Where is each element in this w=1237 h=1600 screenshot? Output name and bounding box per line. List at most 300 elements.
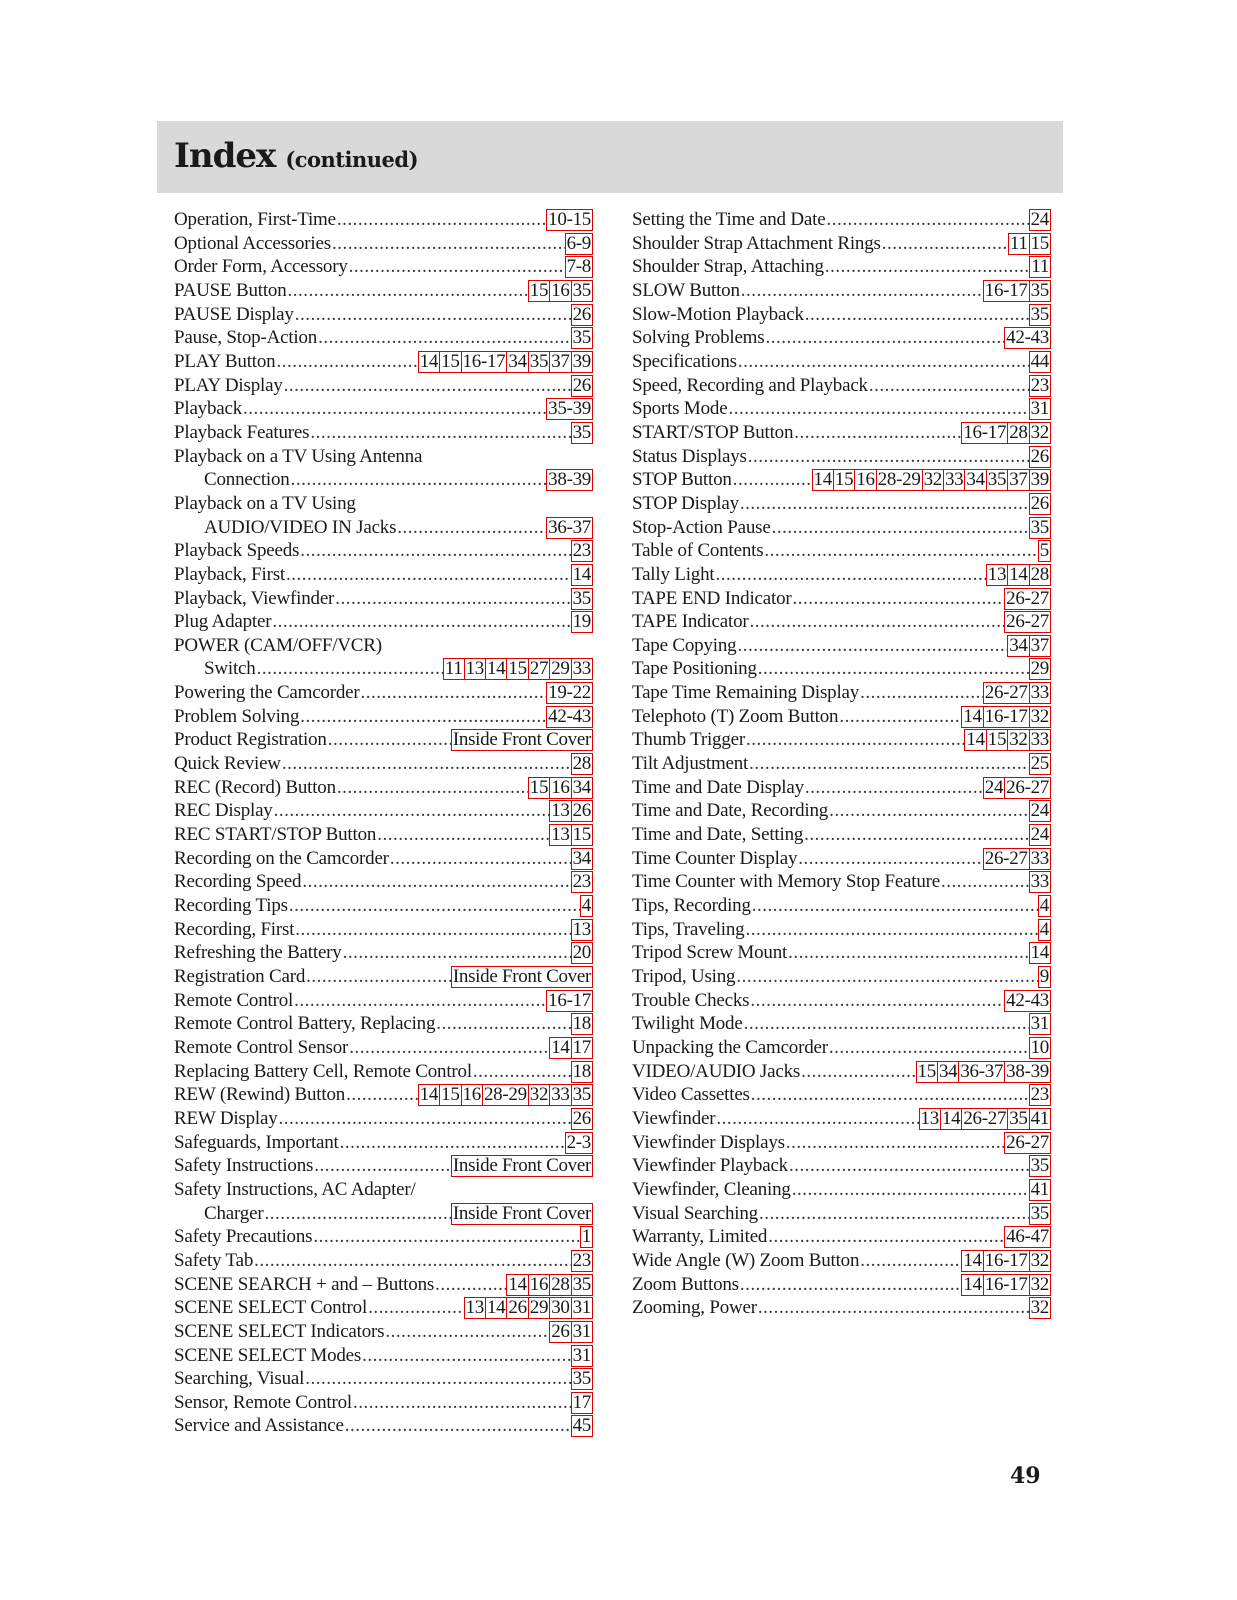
page-link[interactable]: 26 — [1030, 445, 1049, 467]
entry-line — [632, 823, 1051, 847]
page-link[interactable]: 26-27 — [1006, 587, 1049, 609]
page-link[interactable]: 29 — [1030, 658, 1049, 680]
entry-term: Wide Angle (W) Zoom Button — [632, 1249, 860, 1271]
dot-leader — [869, 374, 1029, 398]
entry-line — [632, 1154, 1051, 1178]
page-link[interactable]: 28-29 — [877, 469, 921, 491]
entry-term: Sports Mode — [632, 398, 728, 420]
page-link[interactable]: 11 — [1009, 232, 1028, 254]
page-link[interactable]: 26-27 — [984, 682, 1028, 704]
page-link[interactable]: 33 — [1030, 871, 1049, 893]
page-link[interactable]: 35-39 — [548, 398, 591, 420]
page-link[interactable]: Inside Front Cover — [452, 1202, 591, 1224]
page-refs — [572, 1061, 593, 1083]
page-link[interactable]: 35 — [572, 1084, 591, 1106]
entry-term: Operation, First-Time — [174, 209, 336, 230]
page-link[interactable]: 13 — [465, 658, 484, 680]
page-link[interactable]: 26 — [1030, 492, 1049, 514]
index-entry — [632, 563, 1051, 587]
page-link[interactable]: 35 — [1030, 279, 1049, 301]
page-link[interactable]: 15 — [441, 1084, 460, 1106]
page-link[interactable]: 28 — [551, 1273, 570, 1295]
page-refs — [1030, 824, 1051, 846]
page-refs — [1005, 990, 1051, 1012]
page-link[interactable]: 16-17 — [984, 1273, 1028, 1295]
page-link[interactable]: 26-27 — [963, 1107, 1007, 1129]
page-link[interactable]: 7-8 — [566, 256, 591, 278]
dot-leader — [759, 1202, 1029, 1226]
page-link[interactable]: 5 — [1039, 540, 1049, 562]
page-link[interactable]: 15 — [1030, 232, 1049, 254]
entry-term: REC START/STOP Button — [174, 824, 377, 846]
entry-line — [174, 1178, 593, 1202]
entry-term: Optional Accessories — [174, 232, 331, 254]
page-link[interactable]: 23 — [572, 1249, 591, 1271]
entry-term: REW (Rewind) Button — [174, 1084, 346, 1106]
page-link[interactable]: 16 — [856, 469, 875, 491]
dot-leader — [337, 776, 528, 800]
page-link[interactable]: 35 — [987, 469, 1007, 491]
page-link[interactable]: 32 — [1030, 705, 1049, 727]
page-link[interactable]: 32 — [1030, 1297, 1049, 1319]
dot-leader — [788, 941, 1028, 965]
index-entry — [632, 1178, 1051, 1202]
page-link[interactable]: 37 — [1030, 634, 1049, 656]
page-link[interactable]: 15 — [834, 469, 854, 491]
entry-term: REC (Record) Button — [174, 776, 336, 798]
index-entry — [174, 870, 593, 894]
page-link[interactable]: 19-22 — [548, 682, 591, 704]
page-link[interactable]: 23 — [572, 871, 591, 893]
page-link[interactable]: 28 — [572, 753, 591, 775]
entry-term: Speed, Recording and Playback — [632, 374, 868, 396]
page-link[interactable]: 30 — [551, 1297, 570, 1319]
page-refs — [572, 304, 593, 326]
page-refs — [1005, 588, 1051, 610]
page-refs — [984, 777, 1051, 799]
entry-line — [632, 799, 1051, 823]
page-link[interactable]: 14 — [419, 1084, 439, 1106]
page-link[interactable]: 28-29 — [483, 1084, 527, 1106]
page-link[interactable]: 23 — [572, 540, 591, 562]
entry-term: Zoom Buttons — [632, 1273, 739, 1295]
page-refs — [1030, 1037, 1051, 1059]
entry-term: Service and Assistance — [174, 1415, 344, 1437]
index-entry — [632, 421, 1051, 445]
entry-term: Order Form, Accessory — [174, 256, 348, 278]
dot-leader — [313, 1225, 579, 1249]
index-entry — [632, 894, 1051, 918]
entry-line — [632, 1083, 1051, 1107]
page-link[interactable]: 14 — [572, 563, 591, 585]
page-link[interactable]: 34 — [1009, 634, 1028, 656]
dot-leader — [750, 610, 1005, 634]
dot-leader — [284, 374, 571, 398]
index-entry — [632, 255, 1051, 279]
dot-leader — [306, 965, 451, 989]
page-title — [174, 131, 418, 185]
page-refs — [529, 777, 593, 799]
index-entry — [632, 799, 1051, 823]
entry-line — [632, 634, 1051, 658]
dot-leader — [362, 1344, 570, 1368]
page-link[interactable]: 1 — [581, 1226, 591, 1248]
index-entry — [174, 539, 593, 563]
entry-line — [632, 1036, 1051, 1060]
page-refs — [419, 351, 593, 373]
page-link[interactable]: 32 — [1030, 421, 1049, 443]
page-link[interactable]: 35 — [1009, 1107, 1028, 1129]
page-link[interactable]: 26 — [551, 1320, 570, 1342]
page-link[interactable]: 42-43 — [1006, 327, 1049, 349]
page-link[interactable]: 25 — [1030, 753, 1049, 775]
page-link[interactable]: 26-27 — [984, 847, 1028, 869]
page-link[interactable]: 10 — [1030, 1036, 1049, 1058]
page-link[interactable]: 14 — [963, 1249, 982, 1271]
page-refs — [452, 1155, 593, 1177]
page-link[interactable]: 14 — [1009, 563, 1028, 585]
entry-line — [174, 1414, 593, 1438]
index-entry — [174, 1178, 593, 1225]
page-link[interactable]: 16 — [529, 1273, 549, 1295]
dot-leader — [340, 1131, 565, 1155]
entry-term-continued: Charger — [204, 1202, 264, 1224]
page-link[interactable]: 34 — [508, 350, 527, 372]
page-refs — [1030, 256, 1051, 278]
entry-line — [632, 870, 1051, 894]
page-link[interactable]: 13 — [920, 1107, 939, 1129]
page-link[interactable]: 26 — [572, 800, 591, 822]
page-link[interactable]: 15 — [917, 1060, 936, 1082]
page-link[interactable]: 35 — [572, 279, 591, 301]
page-link[interactable]: 13 — [465, 1297, 484, 1319]
page-link[interactable]: 18 — [572, 1013, 591, 1035]
entry-line — [174, 610, 593, 634]
page-link[interactable]: 16 — [551, 279, 570, 301]
dot-leader — [793, 587, 1005, 611]
page-link[interactable]: 15 — [508, 658, 527, 680]
page-link[interactable]: 33 — [1030, 729, 1049, 751]
index-entry — [174, 421, 593, 445]
page-link[interactable]: 17 — [572, 1391, 591, 1413]
page-refs — [572, 564, 593, 586]
entry-line — [174, 918, 593, 942]
entry-term: SLOW Button — [632, 279, 740, 301]
page-link[interactable]: Inside Front Cover — [452, 729, 591, 751]
entry-line — [174, 208, 593, 232]
page-link[interactable]: 32 — [923, 469, 942, 491]
entry-line — [174, 1273, 593, 1297]
page-link[interactable]: 16-17 — [963, 421, 1007, 443]
page-refs — [1030, 871, 1051, 893]
page-link[interactable]: 16 — [462, 1084, 481, 1106]
page-link[interactable]: 32 — [529, 1084, 549, 1106]
page-link[interactable]: 4 — [1039, 895, 1049, 917]
page-link[interactable]: 39 — [1030, 469, 1049, 491]
page-link[interactable]: 26 — [572, 374, 591, 396]
page-link[interactable]: 31 — [572, 1344, 591, 1366]
page-link[interactable]: 24 — [1030, 209, 1049, 230]
entry-term: Remote Control Battery, Replacing — [174, 1013, 436, 1035]
dot-leader — [752, 894, 1038, 918]
page-link[interactable]: 15 — [529, 776, 549, 798]
index-column-right — [632, 208, 1051, 1320]
entry-term: Tips, Recording — [632, 895, 751, 917]
page-link[interactable]: 23 — [1030, 1084, 1049, 1106]
page-link[interactable]: 16-17 — [984, 705, 1028, 727]
index-entry — [632, 208, 1051, 232]
entry-line — [174, 563, 593, 587]
page-link[interactable]: 4 — [1039, 918, 1049, 940]
page-link[interactable]: 16-17 — [462, 350, 506, 372]
page-link[interactable]: 14 — [508, 1273, 527, 1295]
page-link[interactable]: 38-39 — [548, 469, 591, 491]
dot-leader — [740, 1273, 962, 1297]
entry-line-continued — [174, 1202, 593, 1226]
entry-term: Safeguards, Important — [174, 1131, 339, 1153]
page-link[interactable]: 13 — [572, 918, 591, 940]
page-link[interactable]: 29 — [529, 1297, 549, 1319]
page-refs — [547, 469, 593, 491]
entry-term: Stop-Action Pause — [632, 516, 771, 538]
page-link[interactable]: 37 — [551, 350, 570, 372]
entry-line — [174, 539, 593, 563]
page-link[interactable]: 35 — [572, 421, 591, 443]
page-link[interactable]: 33 — [1030, 847, 1049, 869]
dot-leader — [302, 870, 570, 894]
page-refs — [452, 729, 593, 751]
page-link[interactable]: 35 — [572, 327, 591, 349]
page-link[interactable]: 31 — [1030, 398, 1049, 420]
index-entry — [174, 279, 593, 303]
entry-term: REC Display — [174, 800, 273, 822]
page-link[interactable]: 14 — [963, 1273, 982, 1295]
page-link[interactable]: 45 — [572, 1415, 591, 1437]
entry-line — [174, 1296, 593, 1320]
index-entry — [632, 1296, 1051, 1320]
index-entry — [174, 374, 593, 398]
page-link[interactable]: 6-9 — [566, 232, 591, 254]
page-link[interactable]: 2-3 — [566, 1131, 591, 1153]
page-link[interactable]: 35 — [572, 1368, 591, 1390]
entry-line — [632, 657, 1051, 681]
entry-term: Recording Tips — [174, 895, 288, 917]
dot-leader — [288, 279, 528, 303]
page-link[interactable]: 32 — [1009, 729, 1028, 751]
dot-leader — [805, 303, 1029, 327]
entry-term: TAPE Indicator — [632, 611, 749, 633]
index-entry — [632, 989, 1051, 1013]
dot-leader — [745, 918, 1037, 942]
page-link[interactable]: 28 — [1030, 563, 1049, 585]
page-link[interactable]: 29 — [551, 658, 570, 680]
page-link[interactable]: 38-39 — [1006, 1060, 1049, 1082]
page-refs — [987, 564, 1051, 586]
page-link[interactable]: 26 — [572, 1107, 591, 1129]
dot-leader — [792, 1178, 1029, 1202]
page-link[interactable]: 14 — [1030, 942, 1049, 964]
index-entry — [632, 1083, 1051, 1107]
page-link[interactable]: 34 — [938, 1060, 958, 1082]
page-refs — [465, 1297, 593, 1319]
page-link[interactable]: 20 — [572, 942, 591, 964]
page-link[interactable]: 11 — [444, 658, 463, 680]
page-link[interactable]: 46-47 — [1006, 1226, 1049, 1248]
dot-leader — [349, 255, 565, 279]
page-link[interactable]: 18 — [572, 1060, 591, 1082]
page-link[interactable]: 36-37 — [960, 1060, 1004, 1082]
dot-leader — [377, 823, 549, 847]
page-link[interactable]: 36-37 — [548, 516, 591, 538]
entry-line — [632, 232, 1051, 256]
entry-term: SCENE SELECT Indicators — [174, 1320, 385, 1342]
page-link[interactable]: 15 — [529, 279, 549, 301]
page-refs — [920, 1108, 1051, 1130]
page-refs — [984, 280, 1051, 302]
page-link[interactable]: 13 — [551, 824, 570, 846]
page-link[interactable]: 9 — [1039, 966, 1049, 987]
entry-term: Safety Precautions — [174, 1226, 313, 1248]
page-link[interactable]: 27 — [529, 658, 549, 680]
dot-leader — [314, 1154, 451, 1178]
page-link[interactable]: 23 — [1030, 374, 1049, 396]
index-entry — [632, 847, 1051, 871]
entry-line — [632, 1225, 1051, 1249]
index-entry — [632, 681, 1051, 705]
page-refs — [1030, 209, 1051, 231]
page-link[interactable]: 24 — [984, 776, 1004, 798]
page-link[interactable]: 4 — [581, 895, 591, 917]
page-link[interactable]: 16-17 — [984, 279, 1028, 301]
entry-term: Playback Features — [174, 421, 310, 443]
page-link[interactable]: 32 — [1030, 1249, 1049, 1271]
entry-term: POWER (CAM/OFF/VCR) — [174, 634, 382, 656]
page-link[interactable]: 33 — [551, 1084, 570, 1106]
page-link[interactable]: 35 — [1030, 1202, 1049, 1224]
entry-term: TAPE END Indicator — [632, 587, 792, 609]
page-refs — [1030, 800, 1051, 822]
page-link[interactable]: 42-43 — [548, 705, 591, 727]
page-refs — [572, 1013, 593, 1035]
page-link[interactable]: 35 — [572, 1273, 591, 1295]
page-link[interactable]: 14 — [486, 658, 506, 680]
page-link[interactable]: 31 — [572, 1297, 591, 1319]
page-link[interactable]: 17 — [572, 1036, 591, 1058]
index-entry — [174, 1060, 593, 1084]
page-link[interactable]: 13 — [987, 563, 1007, 585]
index-column-left — [174, 208, 593, 1438]
index-entry — [174, 1249, 593, 1273]
page-link[interactable]: 35 — [572, 587, 591, 609]
dot-leader — [286, 563, 571, 587]
page-link[interactable]: 24 — [1030, 800, 1049, 822]
entry-term: Shoulder Strap, Attaching — [632, 256, 824, 278]
dot-leader — [335, 587, 570, 611]
page-link[interactable]: 26-27 — [1006, 611, 1049, 633]
page-link[interactable]: 35 — [1030, 303, 1049, 325]
page-link[interactable]: 31 — [1030, 1013, 1049, 1035]
page-link[interactable]: 33 — [1030, 682, 1049, 704]
page-link[interactable]: 11 — [1031, 256, 1049, 278]
entry-term: Refreshing the Battery — [174, 942, 342, 964]
entry-line — [632, 1178, 1051, 1202]
page-link[interactable]: 33 — [572, 658, 591, 680]
page-link[interactable]: 13 — [551, 800, 570, 822]
page-link[interactable]: Inside Front Cover — [452, 1155, 591, 1177]
page-link[interactable]: 44 — [1030, 350, 1049, 372]
page-link[interactable]: 33 — [944, 469, 964, 491]
entry-line — [174, 303, 593, 327]
page-link[interactable]: 35 — [1030, 516, 1049, 538]
dot-leader — [300, 705, 546, 729]
page-link[interactable]: 34 — [966, 469, 985, 491]
page-link[interactable]: 15 — [572, 824, 591, 846]
page-refs — [572, 1368, 593, 1390]
page-link[interactable]: 42-43 — [1006, 989, 1049, 1011]
page-link[interactable]: 34 — [572, 847, 591, 869]
page-link[interactable]: 24 — [1030, 824, 1049, 846]
page-refs — [572, 611, 593, 633]
page-link[interactable]: 26 — [572, 303, 591, 325]
entry-line — [632, 587, 1051, 611]
entry-line — [632, 326, 1051, 350]
page-link[interactable]: 14 — [941, 1107, 961, 1129]
dot-leader — [758, 1296, 1029, 1320]
page-link[interactable]: 14 — [963, 705, 982, 727]
page-link[interactable]: 14 — [486, 1297, 506, 1319]
page-link[interactable]: 10-15 — [548, 209, 591, 230]
entry-term: Safety Tab — [174, 1249, 254, 1271]
page-link[interactable]: 15 — [441, 350, 460, 372]
page-link[interactable]: 34 — [572, 776, 591, 798]
page-link[interactable]: 37 — [1009, 469, 1028, 491]
dot-leader — [328, 728, 451, 752]
entry-term: Tape Copying — [632, 634, 737, 656]
page-link[interactable]: 26-27 — [1006, 776, 1049, 798]
page-refs — [572, 1415, 593, 1437]
page-link[interactable]: 15 — [987, 729, 1007, 751]
page-link[interactable]: 31 — [572, 1320, 591, 1342]
page-link[interactable]: 41 — [1030, 1178, 1049, 1200]
page-link[interactable]: 26-27 — [1006, 1131, 1049, 1153]
page-link[interactable]: 41 — [1030, 1107, 1049, 1129]
page-link[interactable]: 39 — [572, 350, 591, 372]
page-refs — [572, 871, 593, 893]
entry-line — [174, 587, 593, 611]
entry-term: Product Registration — [174, 729, 327, 751]
page-link[interactable]: 32 — [1030, 1273, 1049, 1295]
page-link[interactable]: 28 — [1009, 421, 1028, 443]
page-link[interactable]: 35 — [1030, 1155, 1049, 1177]
page-link[interactable]: 16-17 — [984, 1249, 1028, 1271]
page-link[interactable]: 16-17 — [548, 989, 591, 1011]
page-link[interactable]: 14 — [966, 729, 985, 751]
page-link[interactable]: 16 — [551, 776, 570, 798]
page-link[interactable]: 35 — [529, 350, 549, 372]
page-link[interactable]: 14 — [551, 1036, 570, 1058]
dot-leader — [751, 1083, 1029, 1107]
page-link[interactable]: 14 — [419, 350, 439, 372]
page-link[interactable]: Inside Front Cover — [452, 966, 591, 987]
entry-term: Status Displays — [632, 445, 747, 467]
page-link[interactable]: 26 — [508, 1297, 527, 1319]
index-entry — [174, 587, 593, 611]
page-link[interactable]: 14 — [813, 469, 832, 491]
index-entry — [174, 1391, 593, 1415]
entry-term: Unpacking the Camcorder — [632, 1036, 828, 1058]
page-link[interactable]: 19 — [572, 611, 591, 633]
entry-term: Sensor, Remote Control — [174, 1391, 352, 1413]
